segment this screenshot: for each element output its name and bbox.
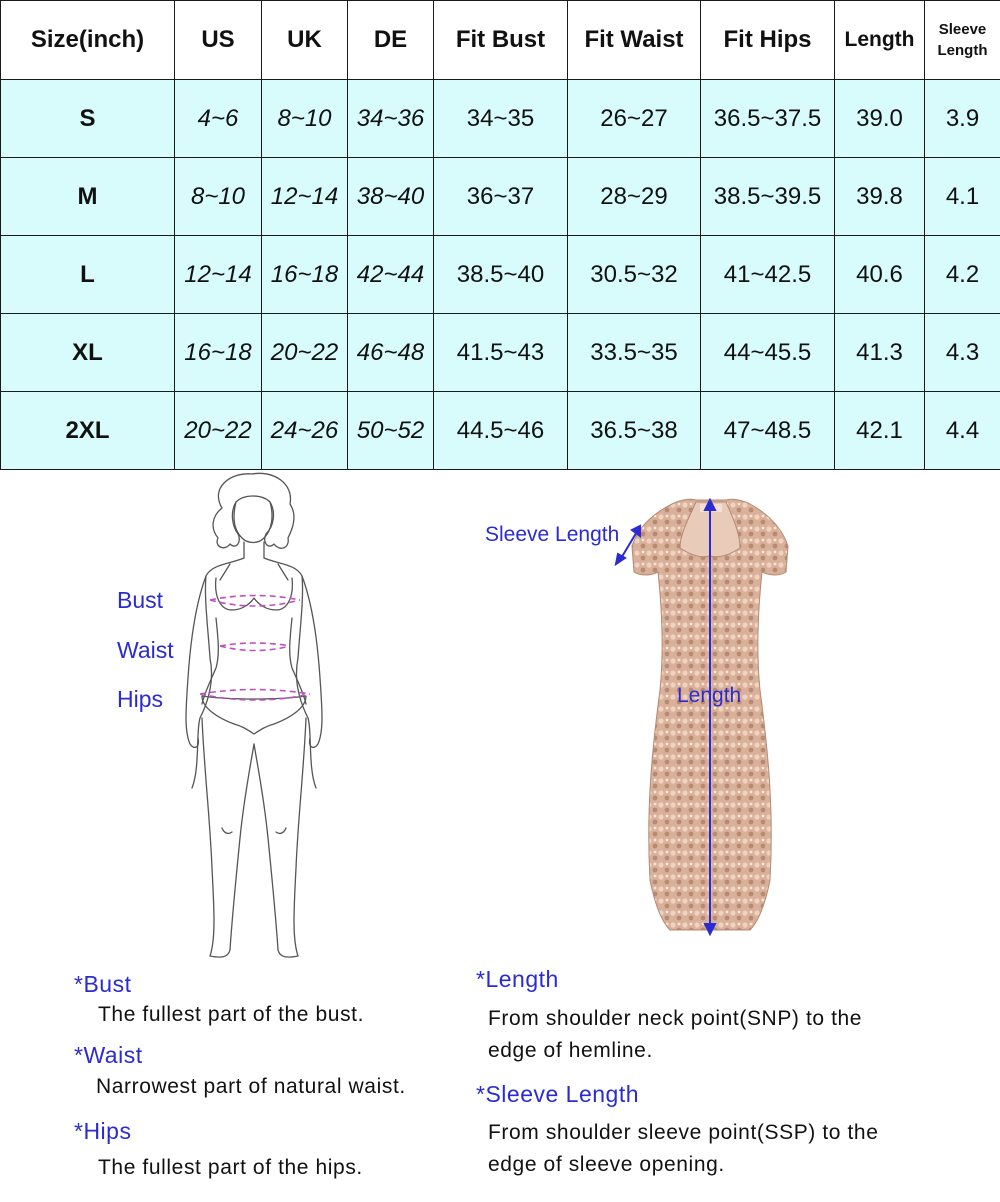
- cell-uk: 16~18: [262, 236, 348, 314]
- torso-outline: [192, 558, 244, 788]
- note-hips-title: *Hips: [74, 1118, 132, 1144]
- note-length-line2: edge of hemline.: [488, 1039, 653, 1062]
- note-bust-title: *Bust: [74, 971, 132, 997]
- cell-hips: 44~45.5: [701, 314, 835, 392]
- note-sleeve-title: *Sleeve Length: [476, 1081, 640, 1107]
- cell-waist: 26~27: [568, 80, 701, 158]
- note-hips-text: The fullest part of the hips.: [98, 1156, 363, 1179]
- cell-uk: 12~14: [262, 158, 348, 236]
- hair-outline: [213, 473, 294, 548]
- table-row: [1, 392, 1000, 470]
- cell-bust: 44.5~46: [434, 392, 568, 470]
- cell-uk: 20~22: [262, 314, 348, 392]
- cell-bust: 38.5~40: [434, 236, 568, 314]
- length-label: Length: [677, 684, 742, 707]
- cell-size: XL: [1, 314, 175, 392]
- note-waist-text: Narrowest part of natural waist.: [96, 1075, 406, 1098]
- cell-sleeve: 4.1: [925, 158, 1000, 236]
- header-length: Length: [835, 1, 925, 80]
- header-sleeve-length: [925, 1, 1000, 80]
- table-header-row: [1, 1, 1000, 80]
- sleeve-length-label: Sleeve Length: [485, 523, 620, 546]
- note-bust-text: The fullest part of the bust.: [98, 1003, 365, 1026]
- cell-length: 40.6: [835, 236, 925, 314]
- cell-de: 50~52: [348, 392, 434, 470]
- cell-us: 12~14: [175, 236, 262, 314]
- waist-measure-line: [220, 643, 290, 651]
- cell-bust: 36~37: [434, 158, 568, 236]
- table-row: [1, 236, 1000, 314]
- cell-sleeve: 4.2: [925, 236, 1000, 314]
- cell-de: 34~36: [348, 80, 434, 158]
- cell-hips: 38.5~39.5: [701, 158, 835, 236]
- cell-uk: 24~26: [262, 392, 348, 470]
- header-size: Size(inch): [1, 1, 175, 80]
- note-waist-title: *Waist: [74, 1042, 143, 1068]
- cell-hips: 36.5~37.5: [701, 80, 835, 158]
- cell-de: 38~40: [348, 158, 434, 236]
- face-outline: [234, 502, 272, 543]
- cell-us: 16~18: [175, 314, 262, 392]
- cell-length: 41.3: [835, 314, 925, 392]
- table-row: [1, 314, 1000, 392]
- cell-waist: 36.5~38: [568, 392, 701, 470]
- header-fit-bust: Fit Bust: [434, 1, 568, 80]
- cell-bust: 34~35: [434, 80, 568, 158]
- cell-hips: 47~48.5: [701, 392, 835, 470]
- cell-waist: 30.5~32: [568, 236, 701, 314]
- cell-us: 20~22: [175, 392, 262, 470]
- bust-label: Bust: [117, 587, 164, 613]
- cell-length: 39.0: [835, 80, 925, 158]
- table-row: [1, 158, 1000, 236]
- table-row: [1, 80, 1000, 158]
- cell-de: 46~48: [348, 314, 434, 392]
- cell-uk: 8~10: [262, 80, 348, 158]
- header-sleeve-line1: Sleeve: [938, 21, 987, 38]
- header-fit-hips: Fit Hips: [701, 1, 835, 80]
- cell-de: 42~44: [348, 236, 434, 314]
- waist-label: Waist: [117, 637, 174, 663]
- cell-waist: 33.5~35: [568, 314, 701, 392]
- header-us: US: [175, 1, 262, 80]
- cell-size: L: [1, 236, 175, 314]
- cell-sleeve: 4.4: [925, 392, 1000, 470]
- cell-sleeve: 3.9: [925, 80, 1000, 158]
- cell-bust: 41.5~43: [434, 314, 568, 392]
- header-fit-waist: Fit Waist: [568, 1, 701, 80]
- header-uk: UK: [262, 1, 348, 80]
- header-de: DE: [348, 1, 434, 80]
- cell-length: 42.1: [835, 392, 925, 470]
- cell-length: 39.8: [835, 158, 925, 236]
- cell-size: 2XL: [1, 392, 175, 470]
- cell-size: M: [1, 158, 175, 236]
- hips-label: Hips: [117, 686, 164, 712]
- note-sleeve-line1: From shoulder sleeve point(SSP) to the: [488, 1121, 879, 1144]
- size-chart-table: [0, 0, 1000, 470]
- note-length-line1: From shoulder neck point(SNP) to the: [488, 1007, 863, 1030]
- cell-us: 8~10: [175, 158, 262, 236]
- note-length-title: *Length: [476, 966, 559, 992]
- body-outline-figure: [170, 468, 340, 968]
- cell-hips: 41~42.5: [701, 236, 835, 314]
- cell-waist: 28~29: [568, 158, 701, 236]
- cell-size: S: [1, 80, 175, 158]
- note-sleeve-line2: edge of sleeve opening.: [488, 1153, 725, 1176]
- cell-sleeve: 4.3: [925, 314, 1000, 392]
- header-sleeve-line2: Length: [937, 42, 988, 59]
- cell-us: 4~6: [175, 80, 262, 158]
